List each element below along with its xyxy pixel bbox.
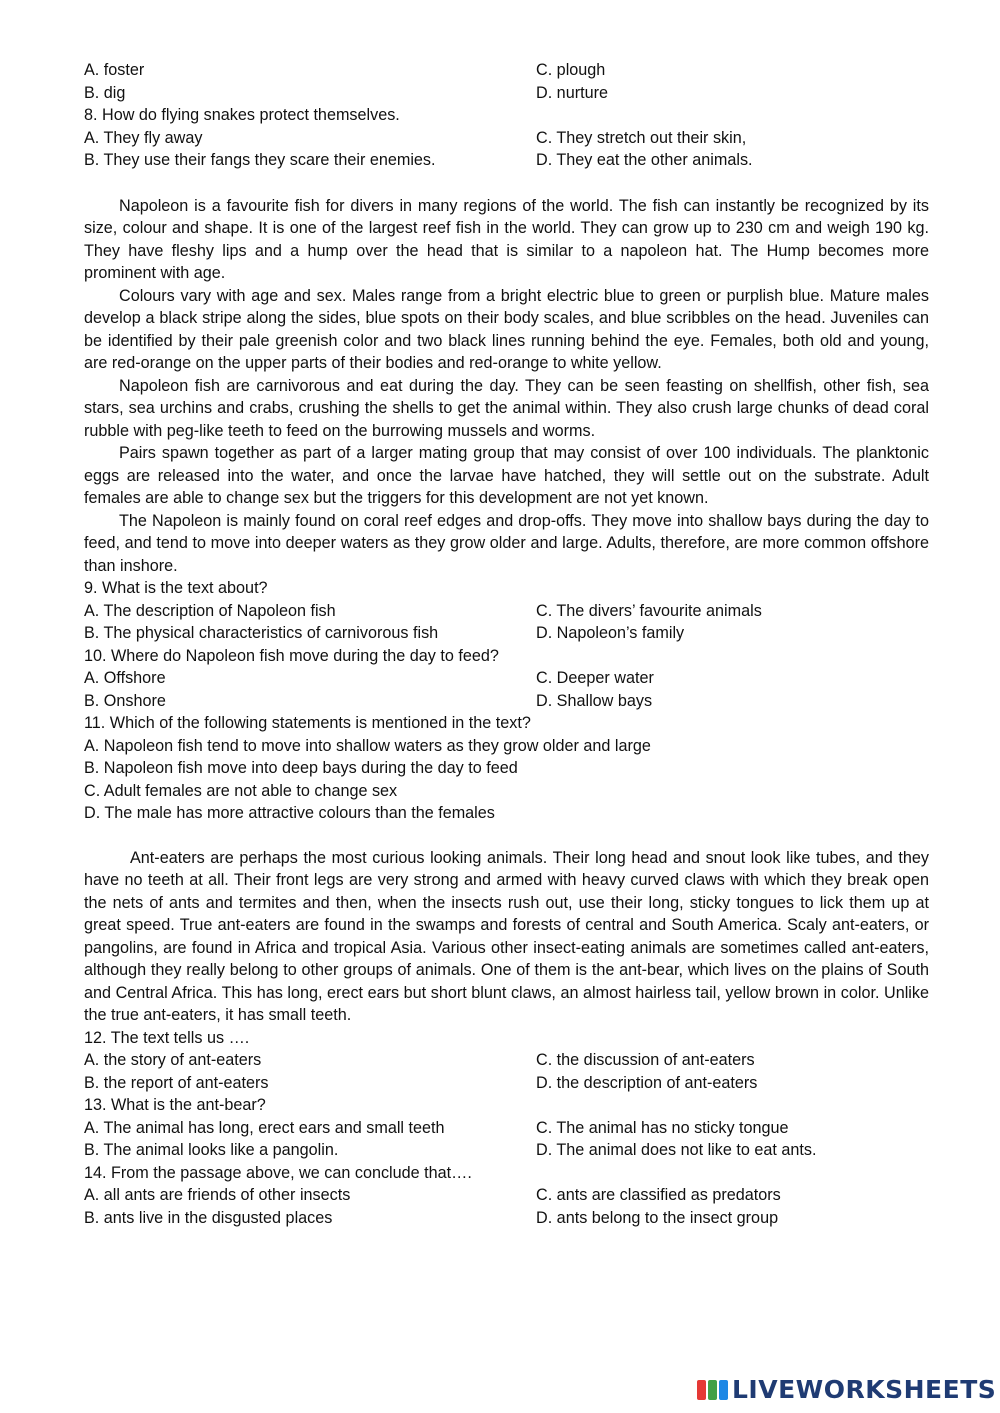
napoleon-paragraph: The Napoleon is mainly found on coral reef edges and drop-offs. They move into shallow bays during the day to feed, and tend to move into deeper waters as they grow older and large. Adults, therefore, are more common offshore than inshore.: [84, 511, 929, 575]
option-row: [84, 622, 929, 645]
option-row: [84, 1117, 929, 1140]
option-c: C. the discussion of ant-eaters: [536, 1051, 755, 1069]
question-10: 10. Where do Napoleon fish move during the day to feed?: [84, 646, 499, 665]
option-row: [84, 1184, 929, 1207]
option-a: A. Napoleon fish tend to move into shallow waters as they grow older and large: [84, 736, 651, 755]
option-b: B. the report of ant-eaters: [84, 1073, 269, 1092]
option-row: [84, 82, 929, 105]
option-c: C. The animal has no sticky tongue: [536, 1118, 789, 1137]
option-d: D. They eat the other animals.: [536, 151, 753, 169]
option-a: A. The description of Napoleon fish: [84, 601, 336, 620]
option-row: [84, 600, 929, 623]
question-8: 8. How do flying snakes protect themselves.: [84, 106, 400, 124]
liveworksheets-brand: [697, 1375, 997, 1404]
napoleon-paragraph: Colours vary with age and sex. Males range from a bright electric blue to green or purplish blue. Mature males develop a black stripe along the sides, blue spots on their body scales, and blue scribbles on the head. Juveniles can be identified by their pale greenish color and two black lines running behind the eye. Females, both old and young, are red-orange on the upper parts of their bodies and red-orange to white yellow.: [84, 286, 929, 372]
question-12: 12. The text tells us ….: [84, 1028, 250, 1047]
option-d: D. Shallow bays: [536, 691, 653, 710]
option-c: C. ants are classified as predators: [536, 1186, 781, 1204]
option-row: [84, 1207, 929, 1230]
option-d: D. Napoleon’s family: [536, 624, 685, 642]
option-d: D. The male has more attractive colours than the females: [84, 804, 495, 822]
brand-text: LIVEWORKSHEETS: [732, 1375, 997, 1404]
option-d: D. the description of ant-eaters: [536, 1073, 758, 1092]
logo-bar-blue: [719, 1380, 728, 1400]
worksheet-page: [84, 59, 929, 1229]
option-a: A. the story of ant-eaters: [84, 1051, 262, 1069]
option-row: [84, 127, 929, 150]
option-row: [84, 149, 929, 172]
question-11: 11. Which of the following statements is mentioned in the text?: [84, 714, 531, 732]
option-d: D. nurture: [536, 83, 608, 102]
option-b: B. The animal looks like a pangolin.: [84, 1141, 339, 1159]
question-13: 13. What is the ant-bear?: [84, 1096, 266, 1114]
option-b: B. dig: [84, 83, 126, 102]
napoleon-paragraph: Pairs spawn together as part of a larger mating group that may consist of over 100 individuals. The planktonic eggs are released into the water, and once the larvae have hatched, they will settle out on the substrate. Adult females are able to change sex but the triggers for this development are not yet known.: [84, 444, 929, 507]
napoleon-paragraph: Napoleon is a favourite fish for divers in many regions of the world. The fish can instantly be recognized by its size, colour and shape. It is one of the largest reef fish in the world. They can grow up to 230 cm and weigh 190 kg. They have fleshy lips and a hump over the head that is similar to a napoleon hat. The Hump becomes more prominent with age.: [84, 196, 929, 282]
option-c: C. They stretch out their skin,: [536, 128, 747, 147]
option-a: A. Offshore: [84, 669, 166, 687]
option-row: [84, 1049, 929, 1072]
anteater-paragraph: Ant-eaters are perhaps the most curious looking animals. Their long head and snout look like tubes, and they have no teeth at all. Their front legs are very strong and armed with heavy curved claws with which they break open the nets of ants and termites and then, when the insects rush out, use their long, sticky tongues to lick them up at great speed. True ant-eaters are found in the swamps and forests of central and South America. Scaly ant-eaters, or pangolins, are found in Africa and tropical Asia. Various other insect-eating animals are sometimes called ant-eaters, although they really belong to other groups of animals. One of them is the ant-bear, which lives on the plains of South and Central Africa. This has long, erect ears but short blunt claws, an almost hairless tail, yellow brown in color. Unlike the true ant-eaters, it has small teeth.: [84, 848, 929, 1024]
option-d: D. ants belong to the insect group: [536, 1208, 779, 1227]
option-a: A. They fly away: [84, 128, 203, 147]
option-row: [84, 667, 929, 690]
option-c: C. The divers’ favourite animals: [536, 601, 762, 620]
logo-bar-red: [697, 1380, 706, 1400]
option-b: B. Napoleon fish move into deep bays during the day to feed: [84, 759, 518, 777]
option-row: [84, 1139, 929, 1162]
option-row: [84, 690, 929, 713]
liveworksheets-logo-icon: [697, 1380, 728, 1400]
option-d: D. The animal does not like to eat ants.: [536, 1141, 817, 1159]
option-b: B. They use their fangs they scare their enemies.: [84, 151, 436, 169]
option-b: B. Onshore: [84, 691, 166, 710]
option-row: [84, 59, 929, 82]
option-b: B. ants live in the disgusted places: [84, 1208, 333, 1227]
question-9: 9. What is the text about?: [84, 579, 268, 597]
question-14: 14. From the passage above, we can conclude that….: [84, 1163, 472, 1182]
option-a: A. The animal has long, erect ears and small teeth: [84, 1118, 445, 1137]
option-b: B. The physical characteristics of carnivorous fish: [84, 624, 439, 642]
option-c: C. Deeper water: [536, 669, 654, 687]
option-c: C. Adult females are not able to change sex: [84, 781, 398, 800]
option-a: A. foster: [84, 61, 145, 79]
napoleon-paragraph: Napoleon fish are carnivorous and eat during the day. They can be seen feasting on shellfish, other fish, sea stars, sea urchins and crabs, crushing the shells to get the animal within. They also crush large chunks of dead coral rubble with peg-like teeth to feed on the burrowing mussels and worms.: [84, 376, 929, 440]
option-a: A. all ants are friends of other insects: [84, 1186, 351, 1204]
logo-bar-green: [708, 1380, 717, 1400]
option-row: [84, 1072, 929, 1095]
option-c: C. plough: [536, 61, 606, 79]
